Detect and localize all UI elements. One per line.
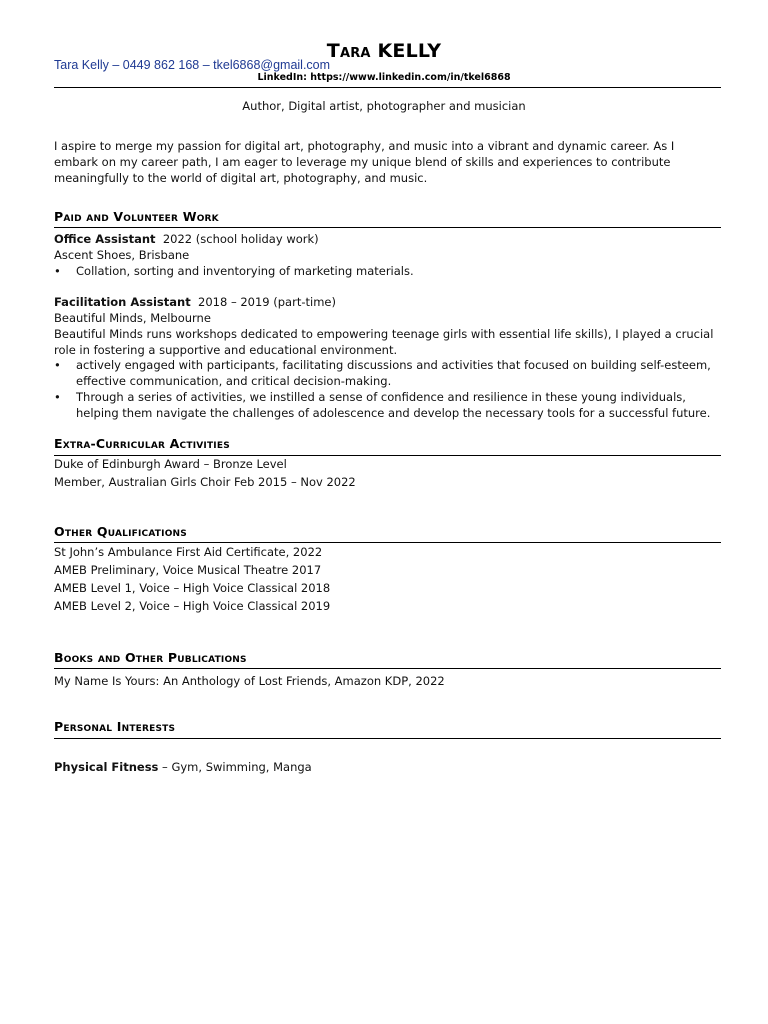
section-heading-extracurricular: Extra-Curricular Activities: [54, 436, 230, 451]
job-bullet: [54, 263, 721, 279]
section-heading-publications: Books and Other Publications: [54, 650, 247, 665]
section-heading-interests: Personal Interests: [54, 719, 176, 734]
interest-detail: – Gym, Swimming, Manga: [158, 760, 312, 774]
section-heading-work: Paid and Volunteer Work: [54, 209, 219, 224]
tagline: Author, Digital artist, photographer and musician: [242, 99, 526, 113]
contact-line[interactable]: Tara Kelly – 0449 862 168 – tkel6868@gmail.com: [54, 58, 331, 72]
job-bullet-text: actively engaged with participants, facilitating discussions and activities that focused on building self-esteem, effective communication, and critical decision-making.: [76, 358, 711, 388]
extracurricular-item: Member, Australian Girls Choir Feb 2015 – Nov 2022: [54, 475, 356, 489]
bullet-marker: •: [54, 264, 61, 278]
section-divider-interests: [54, 738, 721, 739]
qualification-item: AMEB Preliminary, Voice Musical Theatre 2017: [54, 563, 322, 577]
job-bullet-text: Collation, sorting and inventorying of marketing materials.: [76, 264, 414, 278]
qualification-item: St John’s Ambulance First Aid Certificate, 2022: [54, 545, 323, 559]
section-divider-publications: [54, 668, 721, 669]
section-divider-work: [54, 227, 721, 228]
summary-paragraph: I aspire to merge my passion for digital art, photography, and music into a vibrant and dynamic career. As I embark on my career path, I am eager to leverage my unique blend of skills and experiences to contribute meaningfully to the world of digital art, photography, and music.: [54, 139, 675, 185]
job-bullet: [54, 389, 721, 421]
section-divider-qualifications: [54, 542, 721, 543]
bullet-marker: •: [54, 390, 61, 404]
job-employer: Ascent Shoes, Brisbane: [54, 248, 190, 262]
job-title-line: [54, 231, 721, 247]
bullet-marker: •: [54, 358, 61, 372]
interest-item: [54, 759, 721, 775]
candidate-name: Tara KELLY: [326, 40, 442, 62]
job-period: 2022 (school holiday work): [162, 232, 319, 246]
job-period: 2018 – 2019 (part-time): [198, 295, 336, 309]
job-description: Beautiful Minds runs workshops dedicated to empowering teenage girls with essential life skills), I played a crucial role in fostering a supportive and educational environment.: [54, 327, 714, 357]
job-title: Facilitation Assistant: [54, 295, 191, 309]
qualification-item: AMEB Level 1, Voice – High Voice Classical 2018: [54, 581, 331, 595]
linkedin-url[interactable]: LinkedIn: https://www.linkedin.com/in/tkel6868: [257, 72, 511, 83]
header-divider: [54, 87, 721, 88]
job-bullet-text: Through a series of activities, we instilled a sense of confidence and resilience in these young individuals, helping them navigate the challenges of adolescence and develop the necessary tools for a successful future.: [76, 390, 711, 420]
job-title: Office Assistant: [54, 232, 156, 246]
section-heading-qualifications: Other Qualifications: [54, 524, 187, 539]
job-title-line: [54, 294, 721, 310]
interest-label: Physical Fitness: [54, 760, 159, 774]
extracurricular-item: Duke of Edinburgh Award – Bronze Level: [54, 457, 287, 471]
publication-item: My Name Is Yours: An Anthology of Lost Friends, Amazon KDP, 2022: [54, 674, 445, 688]
qualification-item: AMEB Level 2, Voice – High Voice Classical 2019: [54, 599, 331, 613]
job-bullet: [54, 357, 721, 389]
job-employer: Beautiful Minds, Melbourne: [54, 311, 211, 325]
